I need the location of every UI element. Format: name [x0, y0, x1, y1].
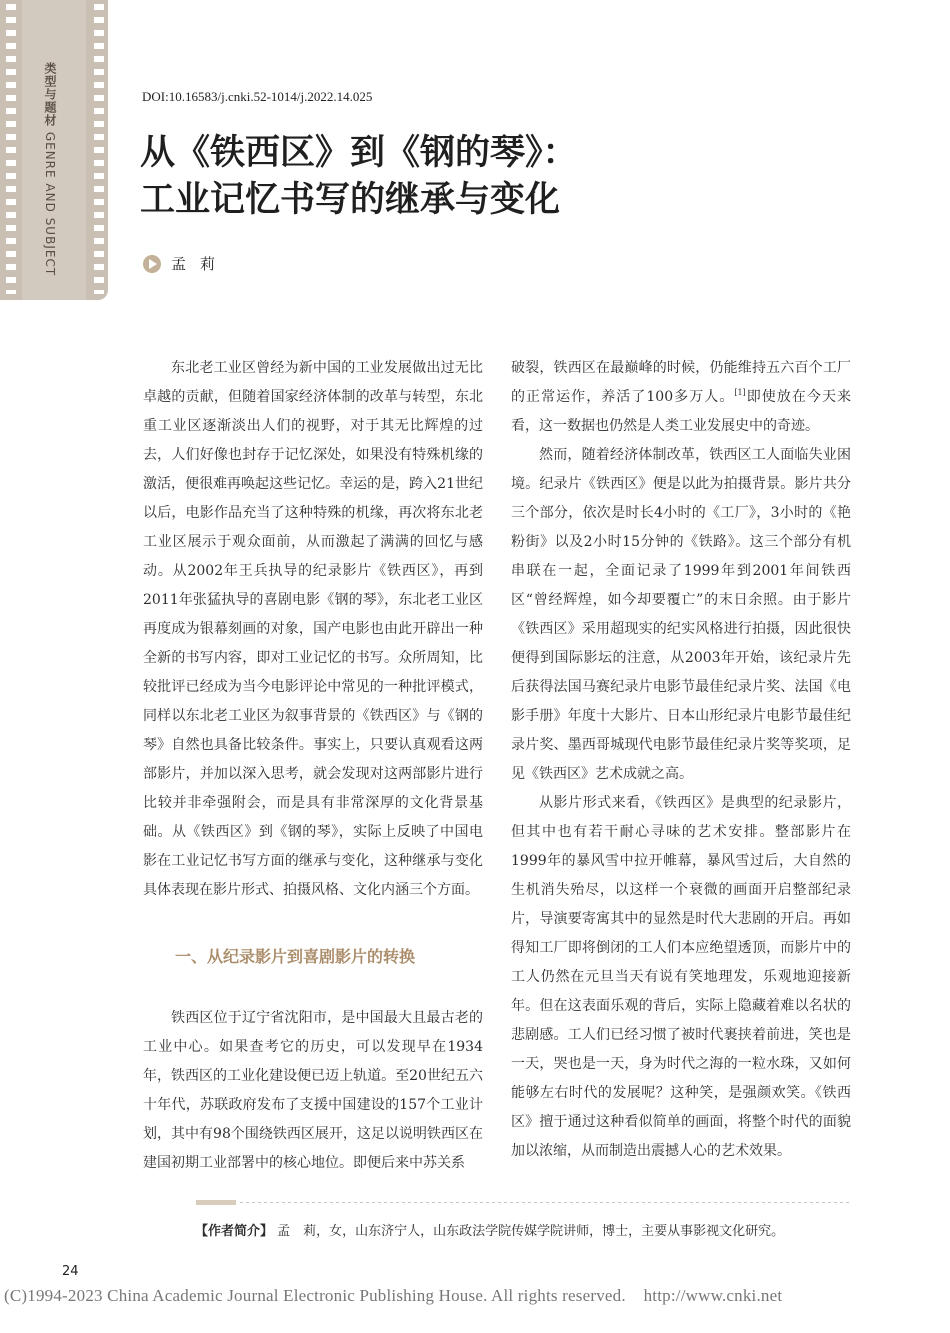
- author-line: [143, 253, 229, 274]
- paragraph: 然而，随着经济体制改革，铁西区工人面临失业困境。纪录片《铁西区》便是以此为拍摄背景。影片共分三个部分，依次是时长4小时的《工厂》，3小时的《艳粉街》以及2小时15分钟的《铁路》。这三个部分有机串联在一起，全面记录了1999年到2001年间铁西区“曾经辉煌，如今却要覆亡”的末日余照。由于影片《铁西区》采用超现实的纪实风格进行拍摄，因此很快便得到国际影坛的注意，从2003年开始，该纪录片先后获得法国马赛纪录片电影节最佳纪录片奖、法国《电影手册》年度十大影片、日本山形纪录片电影节最佳纪录片奖、墨西哥城现代电影节最佳纪录片奖等奖项，足见《铁西区》艺术成就之高。: [511, 447, 851, 782]
- paragraph-continued: [511, 354, 851, 441]
- page-number: 24: [62, 1264, 79, 1279]
- section-label: [43, 62, 56, 276]
- text-after-ref: 即使放在今天来看，这一数据也仍然是人类工业发展史中的奇迹。: [511, 389, 851, 434]
- title-line-1: 从《铁西区》到《钢的琴》：: [140, 133, 578, 173]
- left-column: [143, 354, 483, 1178]
- copyright-notice: (C)1994-2023 China Academic Journal Electronic Publishing House. All rights reserved. http://www.cnki.net: [4, 1286, 783, 1305]
- title-line-2: 工业记忆书写的继承与变化: [140, 180, 561, 220]
- right-column: [511, 354, 851, 1166]
- genre-en-2: SUBJECT: [43, 217, 57, 277]
- genre-cn: 类型与题材: [43, 62, 57, 127]
- reference-marker: [1]: [734, 388, 746, 397]
- footer-rule-accent: [196, 1200, 236, 1205]
- doi: DOI:10.16583/j.cnki.52-1014/j.2022.14.025: [142, 89, 373, 104]
- bio-text: 孟 莉，女，山东济宁人，山东政法学院传媒学院讲师，博士，主要从事影视文化研究。: [277, 1224, 785, 1239]
- footer-rule: [240, 1202, 850, 1203]
- genre-en-1: GENRE AND: [43, 131, 57, 213]
- author-bio: [195, 1220, 784, 1239]
- author-name: 孟莉: [171, 255, 230, 273]
- paragraph: 从影片形式来看，《铁西区》是典型的纪录影片，但其中也有若干耐心寻味的艺术安排。整部影片在1999年的暴风雪中拉开帷幕，暴风雪过后，大自然的生机消失殆尽，以这样一个衰微的画面开启整部纪录片，导演要寄寓其中的显然是时代大悲剧的开启。再如得知工厂即将倒闭的工人们本应绝望透顶，而影片中的工人仍然在元旦当天有说有笑地理发，乐观地迎接新年。但在这表面乐观的背后，实际上隐藏着难以名状的悲剧感。工人们已经习惯了被时代裹挟着前进，笑也是一天，哭也是一天，身为时代之海的一粒水珠，又如何能够左右时代的发展呢？这种笑，是强颜欢笑。《铁西区》擅于通过这种看似简单的画面，将整个时代的面貌加以浓缩，从而制造出震撼人心的艺术效果。: [511, 795, 851, 1159]
- play-icon: [143, 255, 161, 273]
- paragraph: 东北老工业区曾经为新中国的工业发展做出过无比卓越的贡献，但随着国家经济体制的改革与转型，东北重工业区逐渐淡出人们的视野，对于其无比辉煌的过去，人们好像也封存于记忆深处，如果没有特殊机缘的激活，便很难再唤起这些记忆。幸运的是，跨入21世纪以后，电影作品充当了这种特殊的机缘，再次将东北老工业区展示于观众面前，从而激起了满满的回忆与感动。从2002年王兵执导的纪录影片《铁西区》，再到2011年张猛执导的喜剧电影《钢的琴》，东北老工业区再度成为银幕刻画的对象，国产电影也由此开辟出一种全新的书写内容，即对工业记忆的书写。众所周知，比较批评已经成为当今电影评论中常见的一种批评模式，同样以东北老工业区为叙事背景的《铁西区》与《钢的琴》自然也具备比较条件。事实上，只要认真观看这两部影片，并加以深入思考，就会发现对这两部影片进行比较并非牵强附会，而是具有非常深厚的文化背景基础。从《铁西区》到《钢的琴》，实际上反映了中国电影在工业记忆书写方面的继承与变化，这种继承与变化具体表现在影片形式、拍摄风格、文化内涵三个方面。: [143, 360, 483, 898]
- paragraph: 铁西区位于辽宁省沈阳市，是中国最大且最古老的工业中心。如果查考它的历史，可以发现早在1934年，铁西区的工业化建设便已迈上轨道。至20世纪五六十年代，苏联政府发布了支援中国建设的157个工业计划，其中有98个围绕铁西区展开，这足以说明铁西区在建国初期工业部署中的核心地位。即便后来中苏关系: [143, 1010, 483, 1171]
- text-before-ref: 破裂，铁西区在最巅峰的时候，仍能维持五六百个工厂的正常运作，养活了100多万人。: [511, 360, 851, 405]
- film-holes-left: [6, 4, 16, 294]
- article-title: [140, 130, 840, 224]
- bio-label: 【作者简介】: [195, 1224, 274, 1239]
- section-heading: 一、从纪录影片到喜剧影片的转换: [175, 947, 416, 966]
- film-holes-right: [94, 4, 104, 294]
